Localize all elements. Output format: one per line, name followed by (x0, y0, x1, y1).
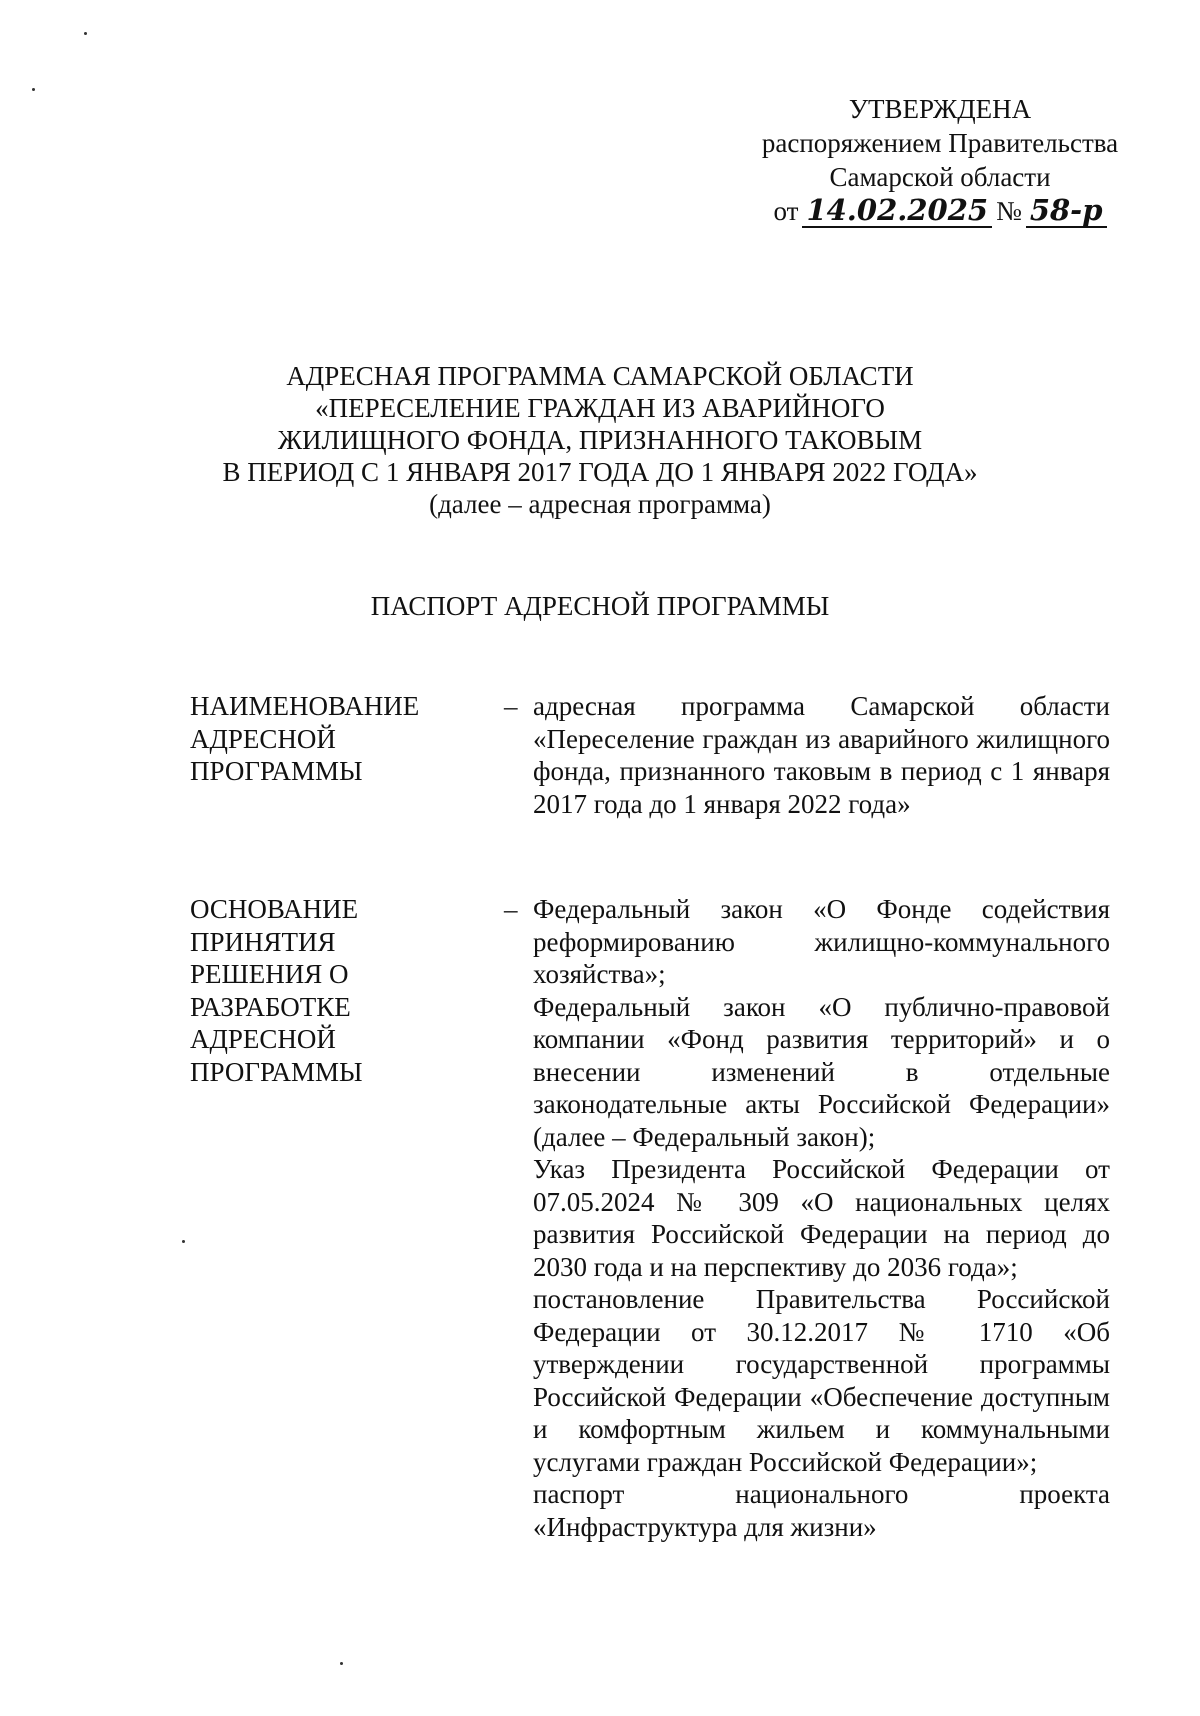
approval-issuer: распоряжением Правительства (761, 128, 1119, 158)
scan-speck (182, 1240, 185, 1243)
approval-block (740, 92, 1140, 228)
date-prefix: от (773, 196, 799, 226)
passport-row-basis (190, 893, 1120, 1683)
row-label-line: ПРИНЯТИЯ (190, 926, 336, 957)
row-paragraph: Указ Президента Российской Федерации от 07.05.2024 № 309 «О национальных целях развития Российской Федерации на период до 2030 года и на перспективу до 2036 года»; (533, 1154, 1110, 1282)
title-line: АДРЕСНАЯ ПРОГРАММА САМАРСКОЙ ОБЛАСТИ (286, 361, 914, 391)
title-line: ЖИЛИЩНОГО ФОНДА, ПРИЗНАННОГО ТАКОВЫМ (277, 425, 923, 455)
passport-heading: ПАСПОРТ АДРЕСНОЙ ПРОГРАММЫ (370, 591, 830, 621)
scan-speck (32, 88, 35, 91)
approval-region: Самарской области (829, 162, 1051, 192)
document-title (0, 360, 1200, 520)
approval-date-number (740, 194, 1140, 228)
row-label-line: ОСНОВАНИЕ (190, 894, 359, 924)
row-content (533, 690, 1110, 820)
row-label-line: ПРОГРАММЫ (190, 1056, 363, 1087)
title-note: (далее – адресная программа) (429, 489, 771, 519)
title-line: «ПЕРЕСЕЛЕНИЕ ГРАЖДАН ИЗ АВАРИЙНОГО (315, 393, 885, 423)
row-label-line: АДРЕСНОЙ (190, 723, 336, 754)
row-label (190, 893, 490, 1088)
number-prefix: № (996, 196, 1022, 226)
row-label-line: ПРОГРАММЫ (190, 756, 363, 786)
row-label-line: РАЗРАБОТКЕ (190, 991, 351, 1022)
row-label-line: АДРЕСНОЙ (190, 1024, 336, 1054)
row-label (190, 690, 490, 788)
row-paragraph: паспорт национального проекта «Инфраструктура для жизни» (533, 1479, 1110, 1542)
approval-date: 14.02.2025 (802, 194, 992, 228)
approval-status: УТВЕРЖДЕНА (848, 94, 1032, 124)
scan-speck (340, 1662, 343, 1665)
row-label-line: НАИМЕНОВАНИЕ (190, 691, 420, 721)
scan-speck (84, 32, 87, 35)
passport-row-name (190, 690, 1120, 860)
row-content (533, 893, 1110, 1543)
row-dash: – (504, 691, 518, 721)
title-line: В ПЕРИОД С 1 ЯНВАРЯ 2017 ГОДА ДО 1 ЯНВАРЯ 2022 ГОДА» (222, 457, 978, 487)
row-paragraph: Федеральный закон «О Фонде содействия реформированию жилищно-коммунального хозяйства»; (533, 894, 1110, 989)
approval-number: 58-р (1026, 194, 1107, 228)
row-paragraph: Федеральный закон «О публично-правовой компании «Фонд развития территорий» и о внесении изменений в отдельные законодательные акты Российской Федерации» (далее – Федеральный закон); (533, 991, 1110, 1152)
row-dash: – (504, 894, 518, 924)
row-label-line: РЕШЕНИЯ О (190, 959, 349, 989)
row-paragraph: постановление Правительства Российской Федерации от 30.12.2017 № 1710 «Об утверждении государственной программы Российской Федерации «Обеспечение доступным и комфортным жильем и коммунальными услугами граждан Российской Федерации»; (533, 1284, 1110, 1477)
row-paragraph: адресная программа Самарской области «Переселение граждан из аварийного жилищного фонда, признанного таковым в период с 1 января 2017 года до 1 января 2022 года» (533, 691, 1110, 819)
